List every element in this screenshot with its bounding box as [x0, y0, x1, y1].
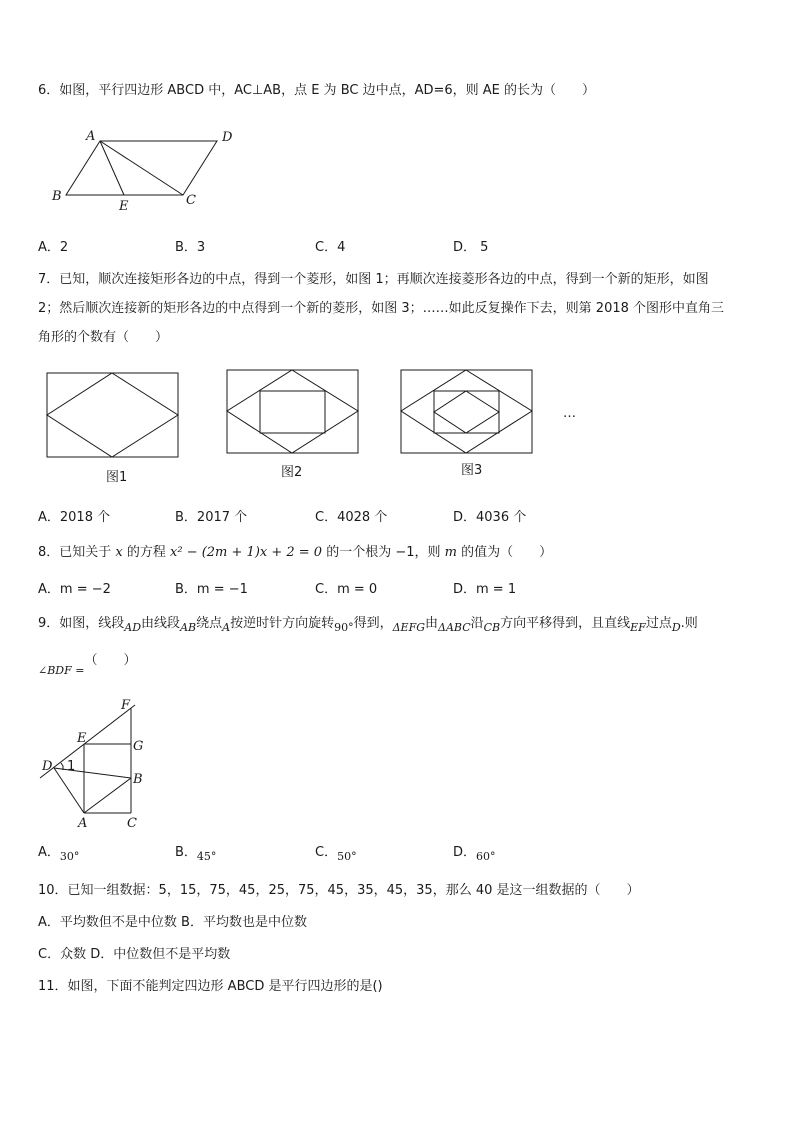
q9-ef: EF	[630, 621, 646, 634]
q9-efg: ΔEFG	[392, 621, 425, 634]
q8-equation: x² − (2m + 1)x + 2 = 0	[170, 545, 323, 560]
label-e: E	[119, 199, 129, 214]
q8-suffix2: 的值为（ ）	[456, 545, 553, 560]
q8-option-d[interactable]: D．m = 1	[453, 582, 517, 597]
label-e: E	[77, 731, 87, 746]
q8-middle: 的方程	[122, 545, 171, 560]
q9-option-d[interactable]	[453, 843, 496, 863]
q6-option-a[interactable]: A．2	[38, 240, 69, 255]
q9-t5: 得到，	[353, 616, 393, 631]
q9-option-a-value: 30°	[59, 850, 80, 863]
q9-angle: ∠BDF =	[38, 664, 85, 677]
q8-option-a[interactable]: A．m = −2	[38, 582, 111, 597]
q7-ellipsis: …	[563, 406, 577, 421]
q10-options-ab[interactable]: A．平均数但不是中位数 B．平均数也是中位数	[38, 915, 307, 930]
q8-var-x: x	[115, 545, 123, 560]
line-ef	[40, 705, 135, 778]
q9-option-c-letter: C．	[315, 845, 338, 860]
q8-prefix: 8．已知关于	[38, 545, 116, 560]
q9-option-b-value: 45°	[196, 850, 217, 863]
q10-options-cd[interactable]: C．众数 D．中位数但不是平均数	[38, 947, 231, 962]
q8-option-c[interactable]: C．m = 0	[315, 582, 378, 597]
label-d: D	[222, 130, 233, 145]
q9-option-c-value: 50°	[337, 850, 357, 863]
label-g: G	[133, 739, 144, 754]
q9-option-d-value: 60°	[476, 850, 496, 863]
q7-option-b[interactable]: B．2017 个	[175, 510, 248, 525]
q9-t8: 方向平移得到，且直线	[500, 616, 631, 631]
segment-ab	[84, 778, 131, 813]
q9-t10: .则	[680, 616, 698, 631]
q9-cb: CB	[483, 621, 501, 634]
q8-suffix1: 的一个根为 −1，则	[322, 545, 445, 560]
q7-option-a[interactable]: A．2018 个	[38, 510, 111, 525]
label-c: C	[186, 193, 196, 208]
segment-da	[54, 768, 84, 813]
q9-t4: 按逆时针方向旋转	[230, 616, 335, 631]
q9-a: A	[222, 621, 231, 634]
fig1-caption: 图1	[106, 470, 128, 485]
q9-option-b[interactable]	[175, 843, 216, 863]
q9-ad: AD	[124, 621, 142, 634]
q9-deg90: 90°	[334, 621, 354, 634]
label-c: C	[127, 816, 137, 831]
q9-option-a-letter: A．	[38, 845, 60, 860]
q9-d: D	[671, 621, 681, 634]
fig3-caption: 图3	[461, 463, 483, 478]
label-b: B	[52, 189, 62, 204]
q7-option-c[interactable]: C．4028 个	[315, 510, 388, 525]
label-angle-1: 1	[67, 759, 76, 774]
q9-abc: ΔABC	[438, 621, 471, 634]
label-d: D	[42, 759, 53, 774]
q9-t7: 沿	[470, 616, 484, 631]
segment-db	[54, 768, 131, 778]
q7-stem-line1: 7．已知，顺次连接矩形各边的中点，得到一个菱形，如图 1；再顺次连接菱形各边的中点，得到一个新的矩形，如图	[38, 272, 709, 287]
q9-t6: 由	[425, 616, 439, 631]
q9-t9: 过点	[645, 616, 672, 631]
label-b: B	[133, 772, 143, 787]
q9-option-d-letter: D．	[453, 845, 477, 860]
q9-t2: 由线段	[141, 616, 181, 631]
q8-option-b[interactable]: B．m = −1	[175, 582, 248, 597]
label-f: F	[121, 698, 131, 713]
q8-var-m: m	[444, 545, 457, 560]
q9-option-b-letter: B．	[175, 845, 197, 860]
fig2-caption: 图2	[281, 465, 303, 480]
q9-ab: AB	[180, 621, 197, 634]
q10-stem: 10．已知一组数据：5，15，75，45，25，75，45，35，45，35，那么 40 是这一组数据的（ ）	[38, 883, 640, 898]
q6-option-c[interactable]: C．4	[315, 240, 346, 255]
q6-option-d[interactable]: D． 5	[453, 240, 489, 255]
q9-t1: 9．如图，线段	[38, 616, 125, 631]
q7-option-d[interactable]: D．4036 个	[453, 510, 527, 525]
q9-option-c[interactable]	[315, 843, 357, 863]
q9-paren: （ ）	[84, 653, 137, 668]
q11-stem: 11．如图，下面不能判定四边形 ABCD 是平行四边形的是()	[38, 979, 383, 994]
q7-stem-line2: 2；然后顺次连接新的矩形各边的中点得到一个新的菱形，如图 3；……如此反复操作下去，则第 2018 个图形中直角三	[38, 301, 725, 316]
q6-option-b[interactable]: B．3	[175, 240, 206, 255]
q9-t3: 绕点	[196, 616, 223, 631]
q9-option-a[interactable]	[38, 843, 79, 863]
q7-stem-line3: 角形的个数有（ ）	[38, 330, 169, 345]
label-a: A	[86, 129, 96, 144]
label-a: A	[78, 816, 88, 831]
q6-stem: 6．如图，平行四边形 ABCD 中，AC⊥AB，点 E 为 BC 边中点，AD=6，则 AE 的长为（ ）	[38, 83, 596, 98]
